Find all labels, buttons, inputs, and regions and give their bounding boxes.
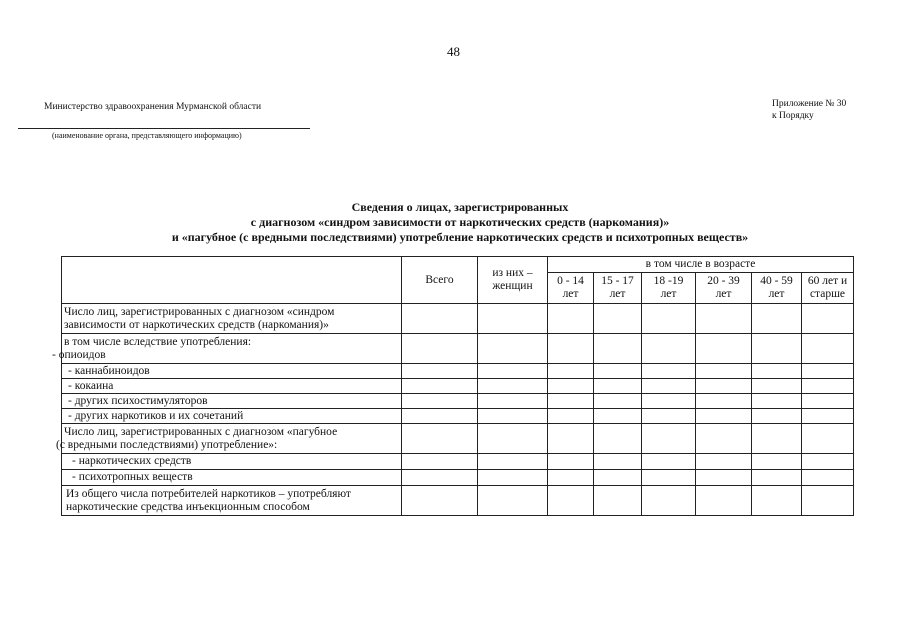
row-label-line-2: наркотические средства инъекционным способом <box>66 500 310 513</box>
value-cell <box>802 409 854 424</box>
value-cell <box>802 454 854 470</box>
title-line-2: с диагнозом «синдром зависимости от наркотических средств (наркомания)» <box>250 215 670 229</box>
value-cell <box>752 470 802 486</box>
age-top: 60 лет и <box>807 275 848 287</box>
value-cell <box>696 334 752 364</box>
header-women-line-2: женщин <box>492 280 533 292</box>
value-cell <box>696 486 752 516</box>
value-cell <box>594 409 642 424</box>
row-label: - кокаина <box>62 379 402 394</box>
table-row <box>62 424 854 454</box>
value-cell <box>752 304 802 334</box>
value-cell <box>478 454 548 470</box>
header-total: Всего <box>402 257 478 304</box>
age-bottom: лет <box>715 288 732 300</box>
header-women <box>478 257 548 304</box>
title-line-1: Сведения о лицах, зарегистрированных <box>351 200 569 214</box>
row-label <box>62 304 402 334</box>
row-label-line-1: в том числе вследствие употребления: <box>64 335 252 348</box>
value-cell <box>802 334 854 364</box>
value-cell <box>548 486 594 516</box>
value-cell <box>402 379 478 394</box>
report-table <box>52 256 854 516</box>
age-top: 20 - 39 <box>707 275 740 287</box>
value-cell <box>752 454 802 470</box>
header-age-15-17 <box>594 273 642 304</box>
row-label: - других психостимуляторов <box>62 394 402 409</box>
value-cell <box>594 334 642 364</box>
header-age-18-19 <box>642 273 696 304</box>
row-label-line-2: - опиоидов <box>52 348 106 361</box>
table-row <box>62 304 854 334</box>
value-cell <box>594 454 642 470</box>
row-label-line-2: зависимости от наркотических средств (наркомания)» <box>64 318 329 331</box>
value-cell <box>802 379 854 394</box>
header-age-group: в том числе в возрасте <box>548 257 854 273</box>
value-cell <box>548 394 594 409</box>
header-women-line-1: из них – <box>492 267 533 279</box>
value-cell <box>696 424 752 454</box>
value-cell <box>402 454 478 470</box>
value-cell <box>642 470 696 486</box>
document-title <box>60 200 860 245</box>
age-top: 18 -19 <box>653 275 684 287</box>
value-cell <box>594 486 642 516</box>
appendix-line-2: к Порядку <box>772 111 814 121</box>
value-cell <box>696 304 752 334</box>
header-age-40-59 <box>752 273 802 304</box>
organization-caption: (наименование органа, представляющего информацию) <box>52 131 242 140</box>
value-cell <box>642 424 696 454</box>
value-cell <box>642 379 696 394</box>
value-cell <box>642 364 696 379</box>
value-cell <box>752 334 802 364</box>
row-label: - каннабиноидов <box>62 364 402 379</box>
value-cell <box>642 486 696 516</box>
organization-name: Министерство здравоохранения Мурманской области <box>44 102 262 112</box>
value-cell <box>402 470 478 486</box>
age-top: 15 - 17 <box>601 275 634 287</box>
age-bottom: лет <box>660 288 677 300</box>
value-cell <box>478 364 548 379</box>
value-cell <box>752 486 802 516</box>
value-cell <box>402 334 478 364</box>
value-cell <box>696 470 752 486</box>
age-bottom: лет <box>768 288 785 300</box>
value-cell <box>594 394 642 409</box>
value-cell <box>752 424 802 454</box>
header-age-0-14 <box>548 273 594 304</box>
value-cell <box>642 304 696 334</box>
value-cell <box>402 409 478 424</box>
value-cell <box>642 394 696 409</box>
header-age-20-39 <box>696 273 752 304</box>
value-cell <box>594 424 642 454</box>
value-cell <box>478 409 548 424</box>
value-cell <box>696 454 752 470</box>
table-row <box>62 364 854 379</box>
value-cell <box>548 454 594 470</box>
value-cell <box>642 454 696 470</box>
value-cell <box>696 394 752 409</box>
value-cell <box>548 424 594 454</box>
value-cell <box>402 304 478 334</box>
value-cell <box>402 364 478 379</box>
row-label-line-2: (с вредными последствиями) употребление»: <box>56 438 278 451</box>
table-row <box>62 486 854 516</box>
age-top: 0 - 14 <box>557 275 584 287</box>
table-row <box>62 409 854 424</box>
row-label: - психотропных веществ <box>62 470 402 486</box>
header-age-60-plus <box>802 273 854 304</box>
value-cell <box>548 470 594 486</box>
age-bottom: лет <box>562 288 579 300</box>
value-cell <box>752 409 802 424</box>
value-cell <box>802 364 854 379</box>
value-cell <box>696 379 752 394</box>
value-cell <box>642 409 696 424</box>
row-label <box>62 486 402 516</box>
table-row <box>62 470 854 486</box>
page-number: 48 <box>447 44 460 59</box>
table-row <box>62 334 854 364</box>
value-cell <box>594 304 642 334</box>
value-cell <box>548 334 594 364</box>
value-cell <box>478 470 548 486</box>
row-label: - наркотических средств <box>62 454 402 470</box>
row-label-line-1: Из общего числа потребителей наркотиков – употребляют <box>66 487 351 500</box>
value-cell <box>478 486 548 516</box>
value-cell <box>548 379 594 394</box>
value-cell <box>594 364 642 379</box>
age-bottom: старше <box>809 288 846 300</box>
value-cell <box>752 379 802 394</box>
age-bottom: лет <box>609 288 626 300</box>
value-cell <box>594 470 642 486</box>
value-cell <box>402 486 478 516</box>
value-cell <box>802 304 854 334</box>
title-line-3: и «пагубное (с вредными последствиями) употребление наркотических средств и психотропных веществ» <box>171 230 749 244</box>
value-cell <box>402 394 478 409</box>
row-label-line-1: Число лиц, зарегистрированных с диагнозом «пагубное <box>64 425 338 438</box>
table-row <box>62 394 854 409</box>
appendix-reference <box>772 98 846 122</box>
value-cell <box>642 334 696 364</box>
appendix-line-1: Приложение № 30 <box>772 99 847 109</box>
value-cell <box>594 379 642 394</box>
value-cell <box>752 394 802 409</box>
value-cell <box>548 364 594 379</box>
value-cell <box>802 486 854 516</box>
table-row <box>62 379 854 394</box>
row-label: - других наркотиков и их сочетаний <box>62 409 402 424</box>
row-label-line-1: Число лиц, зарегистрированных с диагнозом «синдром <box>64 305 335 318</box>
value-cell <box>478 379 548 394</box>
value-cell <box>752 364 802 379</box>
value-cell <box>402 424 478 454</box>
row-label <box>52 334 402 364</box>
value-cell <box>802 470 854 486</box>
value-cell <box>802 424 854 454</box>
value-cell <box>478 304 548 334</box>
header-indicator-cell <box>62 257 402 304</box>
value-cell <box>478 394 548 409</box>
value-cell <box>478 424 548 454</box>
organization-underline <box>18 128 310 129</box>
value-cell <box>548 409 594 424</box>
row-label <box>56 424 402 454</box>
value-cell <box>548 304 594 334</box>
value-cell <box>696 364 752 379</box>
age-top: 40 - 59 <box>760 275 793 287</box>
value-cell <box>478 334 548 364</box>
table-row <box>62 454 854 470</box>
value-cell <box>696 409 752 424</box>
value-cell <box>802 394 854 409</box>
